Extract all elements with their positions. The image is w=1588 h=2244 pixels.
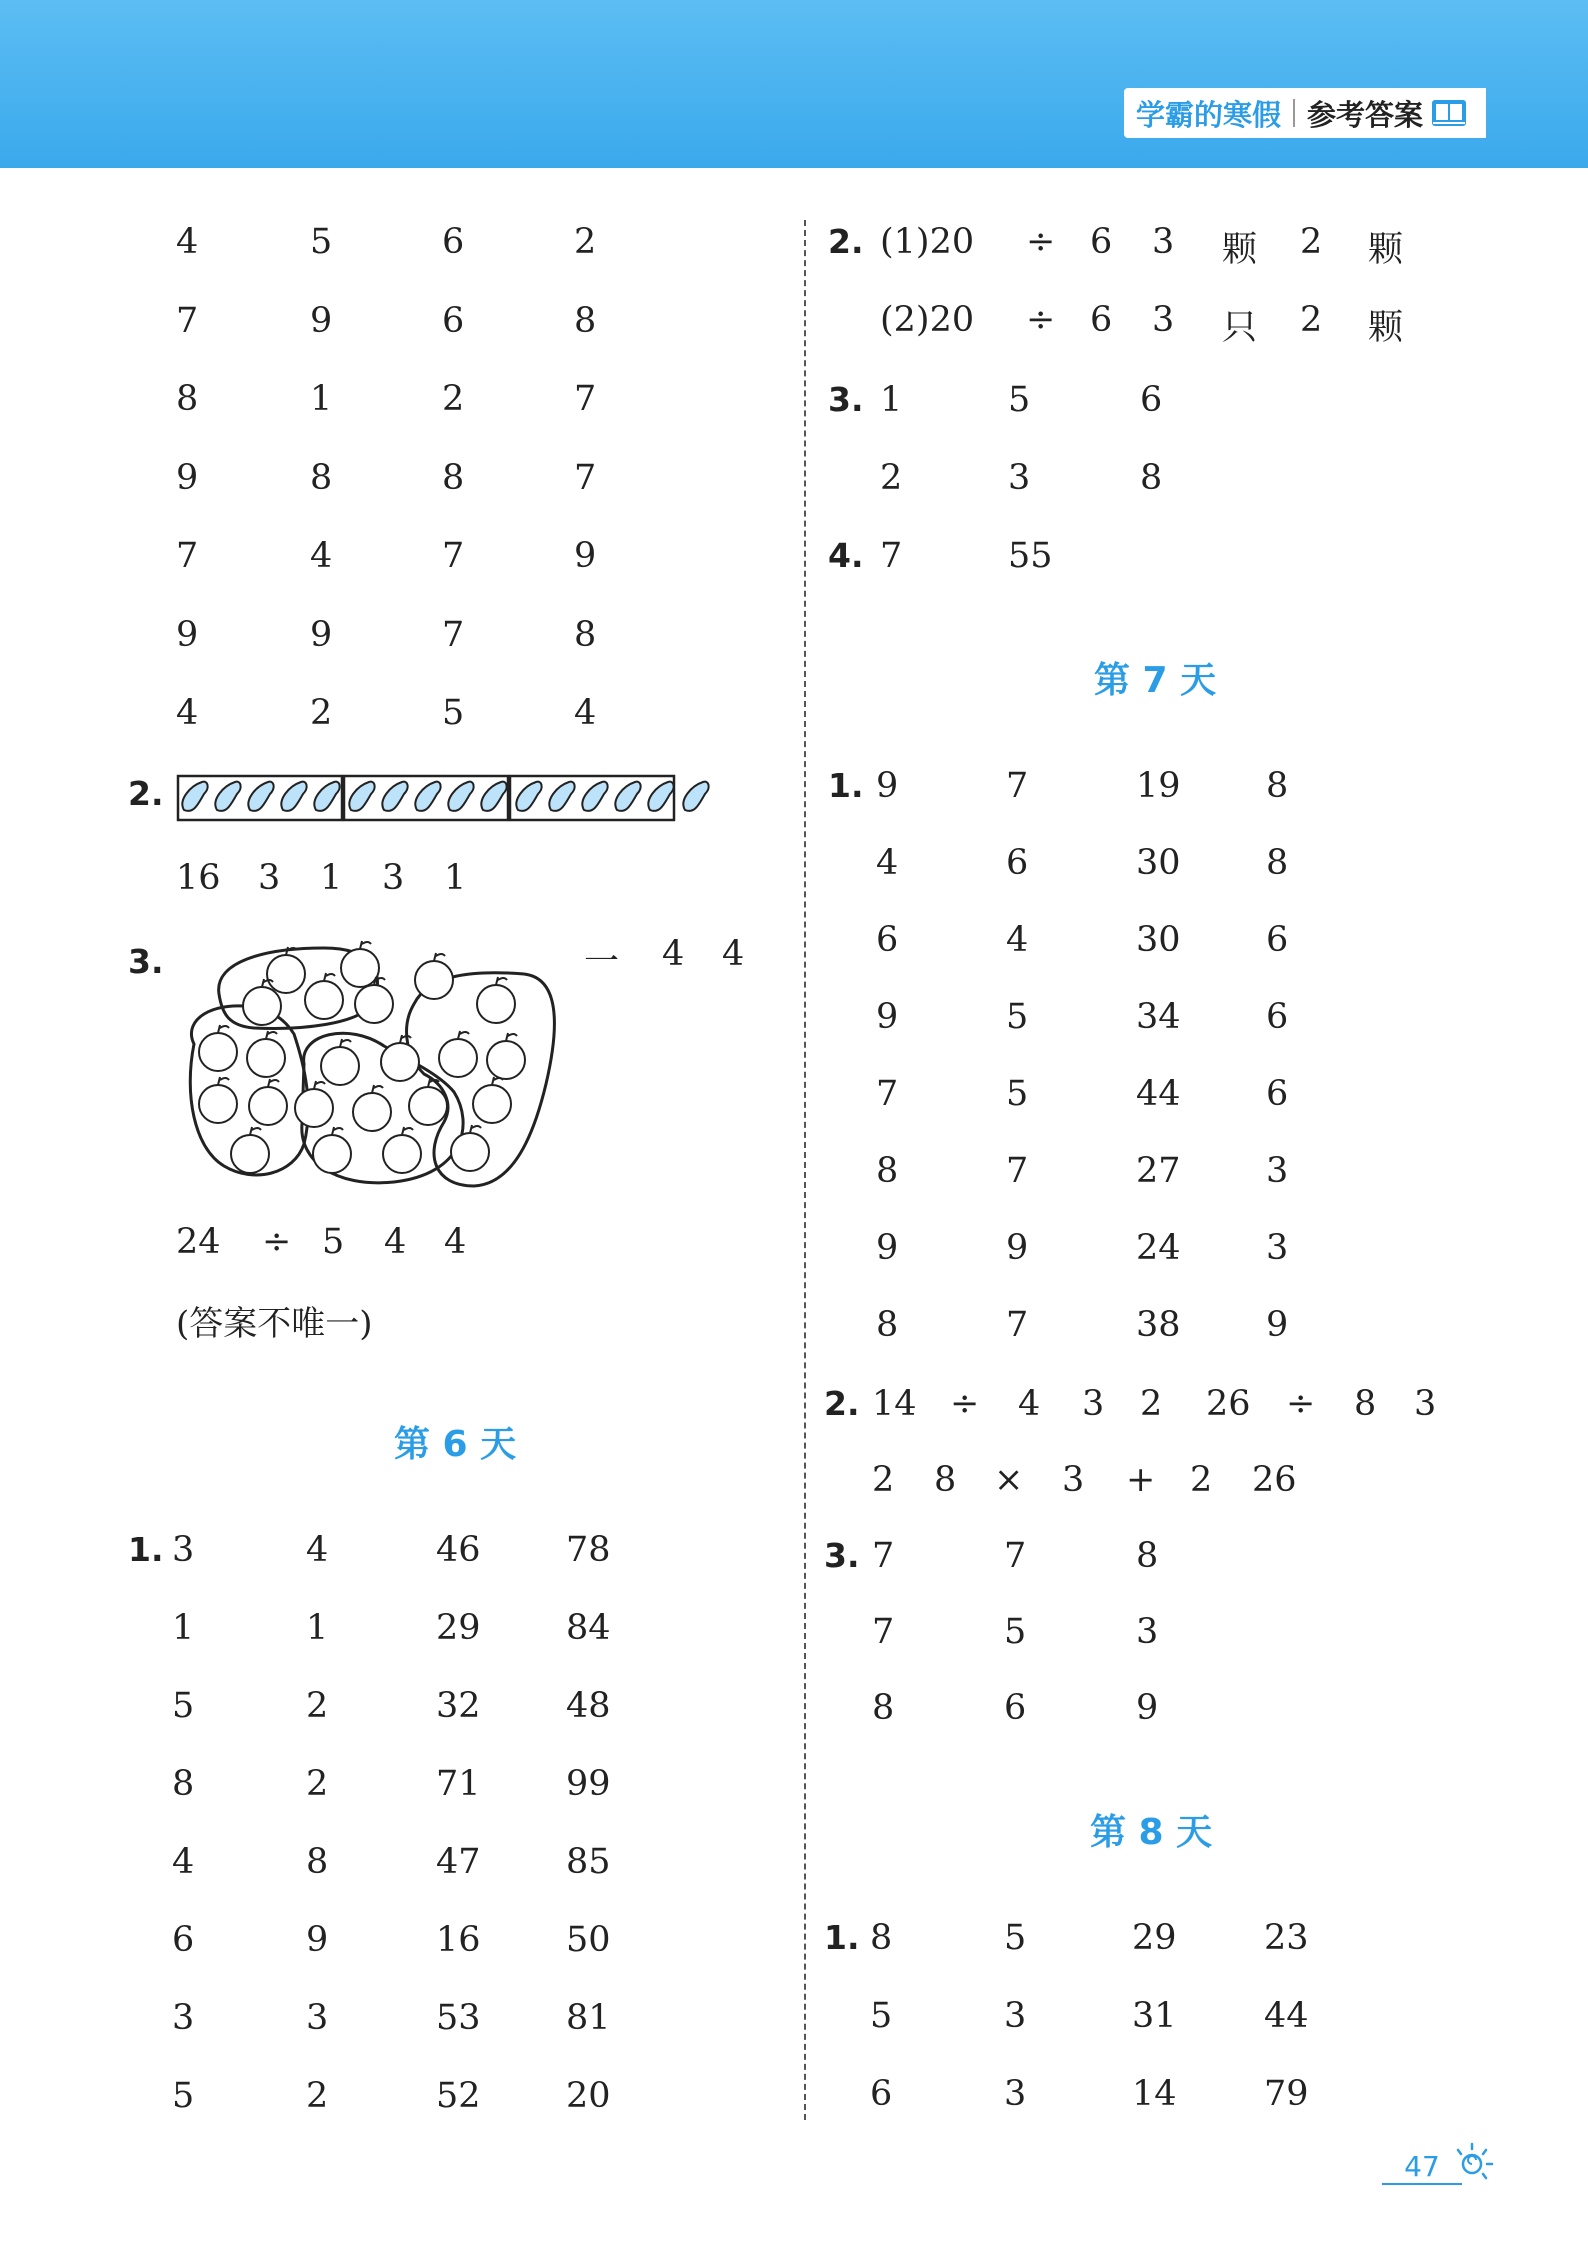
- left-q2-cell: 1: [320, 858, 343, 898]
- day6-row-cell: 99: [566, 1764, 611, 1804]
- day6-row-cell: 3: [172, 1998, 195, 2038]
- left-top-row-cell: 4: [176, 693, 199, 733]
- day8-q1-row-cell: 29: [1132, 1918, 1177, 1958]
- day6-row-cell: 47: [436, 1842, 481, 1882]
- day6-row-cell: 16: [436, 1920, 481, 1960]
- day7-q2-row-cell: 2: [1190, 1460, 1213, 1500]
- day7-q3-row-cell: 7: [872, 1536, 895, 1576]
- apple-icon: [321, 1047, 359, 1085]
- day7-q1-row-cell: 9: [1006, 1228, 1029, 1268]
- day6-row-cell: 3: [172, 1530, 195, 1570]
- left-top-row-cell: 8: [574, 614, 597, 655]
- day6-row-cell: 46: [436, 1530, 481, 1570]
- day7-q3-row-cell: 9: [1136, 1688, 1159, 1728]
- apple-icon: [247, 1039, 285, 1077]
- left-q2-cell: 16: [176, 858, 221, 898]
- apple-icon: [353, 1093, 391, 1131]
- left-q3-label: 3.: [128, 942, 164, 981]
- left-top-row-cell: 9: [310, 300, 333, 341]
- day7-q2-label: 2.: [824, 1384, 860, 1423]
- day7-q2-row-cell: 2: [872, 1460, 895, 1500]
- day7-q1-row-cell: 27: [1136, 1151, 1181, 1191]
- left-q2-cell: 3: [382, 858, 405, 898]
- day7-q1-row-cell: 6: [1006, 843, 1029, 883]
- day7-q1-row-cell: 7: [876, 1074, 899, 1114]
- day7-q1-row-cell: 3: [1266, 1228, 1289, 1268]
- day7-q2-row-cell: 8: [1354, 1384, 1377, 1424]
- day7-q1-row-cell: 7: [1006, 1151, 1029, 1191]
- right-q2-row-cell: 3: [1152, 300, 1175, 340]
- left-top-row-cell: 9: [176, 614, 199, 655]
- day6-row-cell: 1: [306, 1608, 329, 1648]
- left-top-row-cell: 2: [310, 693, 333, 733]
- day7-q1-row-cell: 5: [1006, 1074, 1029, 1114]
- day7-q1-row-cell: 34: [1136, 997, 1181, 1037]
- header-separator: [1293, 99, 1295, 127]
- day7-q1-row-cell: 6: [1266, 1074, 1289, 1114]
- day6-row-cell: 78: [566, 1530, 611, 1570]
- eggplant-icon: [549, 782, 574, 811]
- right-q2-row-cell: (1)20: [880, 222, 975, 262]
- apple-stem: [374, 977, 385, 985]
- column-divider: [804, 220, 806, 2120]
- eggplant-icon: [248, 782, 273, 811]
- day6-q1-label: 1.: [128, 1530, 164, 1569]
- day7-q1-row-cell: 9: [876, 766, 899, 806]
- apple-stem: [286, 947, 297, 955]
- apple-stem: [360, 941, 371, 949]
- apple-stem: [332, 1127, 343, 1135]
- left-top-row-cell: 5: [310, 222, 333, 262]
- apple-icon: [439, 1039, 477, 1077]
- right-q3-label: 3.: [828, 380, 864, 419]
- day8-q1-row-cell: 14: [1132, 2074, 1177, 2114]
- day6-row-cell: 52: [436, 2076, 481, 2116]
- day8-q1-row-cell: 5: [870, 1996, 893, 2036]
- left-top-row-cell: 5: [442, 693, 465, 733]
- day7-q1-row-cell: 19: [1136, 766, 1181, 806]
- right-q4-label: 4.: [828, 536, 864, 575]
- right-q2-row-cell: (2)20: [880, 300, 975, 340]
- day8-q1-row-cell: 8: [870, 1918, 893, 1958]
- right-q4-cell: 55: [1008, 536, 1053, 576]
- day7-q2-row-cell: +: [1126, 1460, 1156, 1500]
- day7-q1-row-cell: 8: [876, 1305, 899, 1345]
- day7-q2-row-cell: 26: [1206, 1384, 1251, 1424]
- eggplant-icon: [516, 782, 541, 811]
- eggplant-icon: [314, 782, 339, 811]
- right-q2-row-cell: 3: [1152, 222, 1175, 262]
- day6-row-cell: 9: [306, 1920, 329, 1960]
- right-q2-row-cell: 颗: [1368, 230, 1404, 270]
- left-q2-cell: 3: [258, 858, 281, 898]
- apple-icon: [243, 987, 281, 1025]
- header-tab: [1124, 88, 1486, 138]
- left-top-row-cell: 7: [574, 379, 597, 419]
- apple-icon: [341, 949, 379, 987]
- day7-q2-row-cell: 3: [1082, 1384, 1105, 1424]
- left-top-row-cell: 7: [442, 614, 465, 655]
- left-top-row-cell: 7: [176, 536, 199, 576]
- left-top-row-cell: 7: [176, 300, 199, 341]
- left-top-row-cell: 6: [442, 222, 465, 262]
- day7-q3-row-cell: 3: [1136, 1612, 1159, 1652]
- day6-row-cell: 2: [306, 1686, 329, 1726]
- left-top-row-cell: 2: [574, 222, 597, 262]
- day7-q1-row-cell: 7: [1006, 1305, 1029, 1345]
- left-q3-cell: ÷: [262, 1222, 292, 1262]
- day7-q1-row-cell: 30: [1136, 920, 1181, 960]
- apple-icon: [199, 1085, 237, 1123]
- apple-stem: [218, 1025, 229, 1033]
- left-q3-cell: 24: [176, 1222, 221, 1262]
- apple-icon: [473, 1085, 511, 1123]
- right-q3-row-cell: 6: [1140, 380, 1163, 420]
- apple-icon: [487, 1041, 525, 1079]
- day7-q1-row-cell: 44: [1136, 1074, 1181, 1114]
- day6-row-cell: 20: [566, 2076, 611, 2116]
- day7-q1-row-cell: 38: [1136, 1305, 1181, 1345]
- right-q2-row-cell: 颗: [1222, 230, 1258, 270]
- day7-q1-row-cell: 7: [1006, 766, 1029, 806]
- day7-q1-row-cell: 5: [1006, 997, 1029, 1037]
- day7-q2-row-cell: 14: [872, 1384, 917, 1424]
- apple-icon: [415, 961, 453, 999]
- left-top-row-cell: 7: [574, 457, 597, 498]
- day7-q2-row-cell: 3: [1414, 1384, 1437, 1424]
- apple-icon: [451, 1133, 489, 1171]
- right-q3-row-cell: 8: [1140, 458, 1163, 498]
- day6-row-cell: 71: [436, 1764, 481, 1804]
- day8-q1-label: 1.: [824, 1918, 860, 1957]
- day8-q1-row-cell: 23: [1264, 1918, 1309, 1958]
- right-q3-row-cell: 2: [880, 458, 903, 498]
- right-q2-row-cell: ÷: [1026, 300, 1056, 340]
- day6-row-cell: 1: [172, 1608, 195, 1648]
- left-top-row-cell: 8: [574, 300, 597, 341]
- day6-row-cell: 84: [566, 1608, 611, 1648]
- day6-row-cell: 5: [172, 1686, 195, 1726]
- apple-stem: [496, 977, 507, 985]
- day6-row-cell: 32: [436, 1686, 481, 1726]
- right-q3-row-cell: 5: [1008, 380, 1031, 420]
- apple-icon: [249, 1087, 287, 1125]
- day7-q3-row-cell: 8: [1136, 1536, 1159, 1576]
- left-top-row-cell: 8: [310, 457, 333, 498]
- left-top-row-cell: 9: [574, 536, 597, 576]
- eggplant-icon: [182, 782, 207, 811]
- day8-q1-row-cell: 3: [1004, 2074, 1027, 2114]
- apple-stem: [250, 1127, 261, 1135]
- right-q2-row-cell: 颗: [1368, 308, 1404, 348]
- day7-q1-row-cell: 24: [1136, 1228, 1181, 1268]
- left-q3-cell: 4: [384, 1222, 407, 1262]
- day7-q1-row-cell: 4: [876, 843, 899, 883]
- left-q3-cell: 4: [444, 1222, 467, 1262]
- page-number: 47: [1382, 2150, 1462, 2185]
- day7-q2-row-cell: ÷: [950, 1384, 980, 1424]
- day7-q2-row-cell: ÷: [1286, 1384, 1316, 1424]
- right-q3-row-cell: 1: [880, 380, 903, 420]
- day8-q1-row-cell: 79: [1264, 2074, 1309, 2114]
- apple-stem: [266, 1031, 277, 1039]
- day6-row-cell: 6: [172, 1920, 195, 1960]
- sun-icon: [1450, 2138, 1500, 2184]
- left-top-row-cell: 8: [176, 379, 199, 419]
- day8-q1-row-cell: 5: [1004, 1918, 1027, 1958]
- apple-stem: [372, 1085, 383, 1093]
- day7-q1-label: 1.: [828, 766, 864, 805]
- left-q3-cell: 5: [322, 1222, 345, 1262]
- eggplant-icon: [582, 782, 607, 811]
- apple-icon: [295, 1089, 333, 1127]
- left-q2-label: 2.: [128, 774, 164, 813]
- apple-stem: [434, 953, 445, 961]
- day6-row-cell: 3: [306, 1998, 329, 2038]
- day6-row-cell: 2: [306, 2076, 329, 2116]
- day6-row-cell: 50: [566, 1920, 611, 1960]
- apple-stem: [268, 1079, 279, 1087]
- right-q2-label: 2.: [828, 222, 864, 261]
- day7-title: 第 7 天: [1094, 660, 1217, 701]
- day7-q1-row-cell: 6: [876, 920, 899, 960]
- day6-row-cell: 81: [566, 1998, 611, 2038]
- eggplant-icon: [481, 782, 506, 811]
- apple-icon: [231, 1135, 269, 1173]
- day7-q1-row-cell: 6: [1266, 920, 1289, 960]
- day8-q1-row-cell: 31: [1132, 1996, 1177, 2036]
- day6-row-cell: 8: [306, 1842, 329, 1882]
- day6-row-cell: 4: [306, 1530, 329, 1570]
- day7-q1-row-cell: 4: [1006, 920, 1029, 960]
- apple-stem: [492, 1077, 503, 1085]
- apple-stem: [470, 1125, 481, 1133]
- right-q2-row-cell: 只: [1222, 308, 1258, 348]
- eggplant-icon: [281, 782, 306, 811]
- apple-icon: [305, 981, 343, 1019]
- apple-icon: [313, 1135, 351, 1173]
- day7-q1-row-cell: 9: [876, 997, 899, 1037]
- apple-stem: [340, 1039, 351, 1047]
- day7-q1-row-cell: 3: [1266, 1151, 1289, 1191]
- eggplant-icon: [648, 782, 673, 811]
- apple-stem: [458, 1031, 469, 1039]
- day7-q2-row-cell: 2: [1140, 1384, 1163, 1424]
- day7-q1-row-cell: 30: [1136, 843, 1181, 883]
- apple-stem: [402, 1127, 413, 1135]
- brand-title: 学霸的寒假: [1136, 97, 1282, 132]
- day7-q2-row-cell: 4: [1018, 1384, 1041, 1424]
- day8-title: 第 8 天: [1090, 1812, 1213, 1853]
- day7-q2-row-cell: 8: [934, 1460, 957, 1500]
- left-top-row-cell: 4: [310, 536, 333, 576]
- left-top-row-cell: 9: [310, 614, 333, 655]
- apple-icon: [199, 1033, 237, 1071]
- eggplant-icon: [382, 782, 407, 811]
- day7-q1-row-cell: 8: [1266, 843, 1289, 883]
- left-top-row-cell: 4: [176, 222, 199, 262]
- left-top-row-cell: 7: [442, 536, 465, 576]
- day7-q3-row-cell: 6: [1004, 1688, 1027, 1728]
- day6-row-cell: 48: [566, 1686, 611, 1726]
- day6-row-cell: 29: [436, 1608, 481, 1648]
- day7-q1-row-cell: 9: [876, 1228, 899, 1268]
- left-top-row-cell: 8: [442, 457, 465, 498]
- apple-icon: [355, 985, 393, 1023]
- apple-icon: [381, 1043, 419, 1081]
- left-top-row-cell: 9: [176, 457, 199, 498]
- eggplant-icon: [448, 782, 473, 811]
- day6-row-cell: 4: [172, 1842, 195, 1882]
- apple-icon: [267, 955, 305, 993]
- apple-figure: [174, 934, 562, 1196]
- right-q2-row-cell: 2: [1300, 300, 1323, 340]
- left-top-row-cell: 1: [310, 379, 333, 419]
- left-q3-aside-cell: 一: [584, 942, 620, 982]
- day7-q3-row-cell: 7: [1004, 1536, 1027, 1576]
- eggplant-icon: [349, 782, 374, 811]
- apple-icon: [477, 985, 515, 1023]
- day8-q1-row-cell: 6: [870, 2074, 893, 2114]
- day7-q2-row-cell: ×: [994, 1460, 1024, 1500]
- day7-q3-row-cell: 8: [872, 1688, 895, 1728]
- left-q2-cell: 1: [444, 858, 467, 898]
- day6-row-cell: 53: [436, 1998, 481, 2038]
- left-top-row-cell: 2: [442, 379, 465, 419]
- day7-q1-row-cell: 8: [876, 1151, 899, 1191]
- day7-q1-row-cell: 9: [1266, 1305, 1289, 1345]
- eggplant-figure: [176, 770, 716, 826]
- day8-q1-row-cell: 44: [1264, 1996, 1309, 2036]
- day7-q1-row-cell: 6: [1266, 997, 1289, 1037]
- apple-stem: [314, 1081, 325, 1089]
- apple-stem: [218, 1077, 229, 1085]
- day7-q3-row-cell: 5: [1004, 1612, 1027, 1652]
- day6-row-cell: 85: [566, 1842, 611, 1882]
- day7-q2-row-cell: 3: [1062, 1460, 1085, 1500]
- day7-q3-row-cell: 7: [872, 1612, 895, 1652]
- section-title: 参考答案: [1307, 97, 1424, 132]
- left-q3-note: (答案不唯一): [176, 1304, 373, 1344]
- day7-q1-row-cell: 8: [1266, 766, 1289, 806]
- apple-stem: [324, 973, 335, 981]
- left-top-row-cell: 6: [442, 300, 465, 341]
- right-q2-row-cell: 6: [1090, 300, 1113, 340]
- left-q3-aside-cell: 4: [662, 934, 685, 974]
- eggplant-icon: [683, 782, 708, 811]
- day6-row-cell: 5: [172, 2076, 195, 2116]
- day7-q3-label: 3.: [824, 1536, 860, 1575]
- right-q3-row-cell: 3: [1008, 458, 1031, 498]
- right-q2-row-cell: 6: [1090, 222, 1113, 262]
- header-banner: [0, 0, 1588, 168]
- day7-q2-row-cell: 26: [1252, 1460, 1297, 1500]
- right-q4-cell: 7: [880, 536, 903, 576]
- apple-icon: [383, 1135, 421, 1173]
- right-q2-row-cell: ÷: [1026, 222, 1056, 262]
- left-q3-aside-cell: 4: [722, 934, 745, 974]
- apple-icon: [409, 1087, 447, 1125]
- book-icon: [1431, 98, 1467, 128]
- left-top-row-cell: 4: [574, 693, 597, 733]
- eggplant-icon: [215, 782, 240, 811]
- eggplant-icon: [615, 782, 640, 811]
- day6-row-cell: 2: [306, 1764, 329, 1804]
- apple-stem: [506, 1033, 517, 1041]
- day6-title: 第 6 天: [394, 1424, 517, 1465]
- day6-row-cell: 8: [172, 1764, 195, 1804]
- right-q2-row-cell: 2: [1300, 222, 1323, 262]
- day8-q1-row-cell: 3: [1004, 1996, 1027, 2036]
- eggplant-icon: [415, 782, 440, 811]
